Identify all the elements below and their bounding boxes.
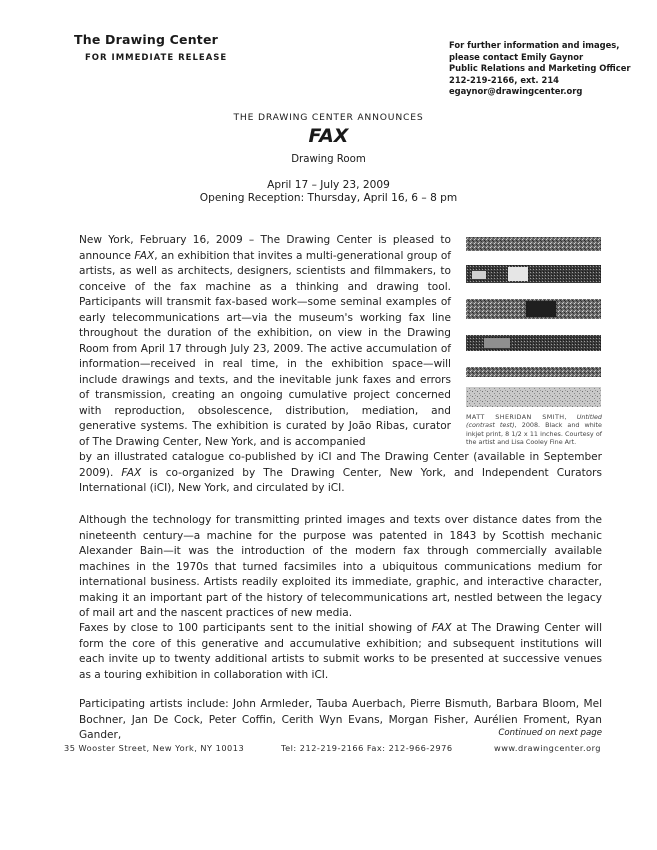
caption-title: Untitled (contrast test) bbox=[466, 413, 602, 430]
contact-line: For further information and images, bbox=[449, 40, 620, 50]
paragraph-artists: Participating artists include: John Armleder, Tauba Auerbach, Pierre Bismuth, Barbara Bloom, Mel Bochner, Jan De Cock, Peter Coffin, Cerith Wyn Evans, Morgan Fisher, Aurélien Froment, Ryan Gander, bbox=[79, 698, 602, 741]
announces-heading: THE DRAWING CENTER ANNOUNCES bbox=[233, 112, 424, 123]
caption-details: , 2008. Black and white inkjet print, 8 1/2 x 11 inches. Courtesy of the artist and Lisa Cooley Fine Art. bbox=[466, 421, 602, 446]
paragraph-intro-continued: by an illustrated catalogue co-published by iCI and The Drawing Center (available in September 2009). FAX is co-organized by The Drawing Center, New York, and Independent Curators International (iCI), New York, and circulated by iCI. bbox=[79, 451, 602, 494]
release-label: FOR IMMEDIATE RELEASE bbox=[85, 53, 228, 63]
venue: Drawing Room bbox=[291, 154, 366, 165]
dateline: New York, February 16, 2009 – bbox=[79, 234, 255, 246]
contact-info bbox=[449, 40, 631, 98]
paragraph-history: Although the technology for transmitting printed images and texts over distance dates from the nineteenth century—a machine for the purpose was patented in 1843 by Scottish mechanic Alexander Bain—it was the introduction of the modern fax through commercially available machines in the 1970s that turned facsimiles into a ubiquitous communications medium for international business. Artists readily exploited its immediate, graphic, and interactive character, making it an important part of the history of telecommunications art, nestled between the legacy of mail art and the nascent practices of new media. bbox=[79, 514, 602, 619]
paragraph-participants: Faxes by close to 100 participants sent to the initial showing of FAX at The Drawing Center will form the core of this generative and accumulative exhibition; and subsequent institutions will each invite up to twenty additional artists to submit works to be presented at successive venues as a touring exhibition in collaboration with iCI. bbox=[79, 622, 603, 681]
exhibition-title: FAX bbox=[308, 125, 349, 147]
footer-address: 35 Wooster Street, New York, NY 10013 bbox=[64, 743, 245, 753]
title-fax: FAX bbox=[121, 466, 142, 479]
org-name: The Drawing Center bbox=[74, 32, 219, 47]
caption-artist: MATT SHERIDAN SMITH bbox=[466, 413, 565, 421]
opening-reception: Opening Reception: Thursday, April 16, 6 – 8 pm bbox=[199, 192, 458, 204]
contact-email: egaynor@drawingcenter.org bbox=[449, 86, 583, 97]
title-fax: FAX bbox=[134, 249, 155, 262]
exhibition-dates: April 17 – July 23, 2009 bbox=[267, 179, 390, 191]
footer-phones: Tel: 212-219-2166 Fax: 212-966-2976 bbox=[281, 743, 453, 753]
paragraph-intro: New York, February 16, 2009 – The Drawing Center is pleased to announce FAX, an exhibition that invites a multi-generational group of artists, as well as architects, designers, scientists and filmmakers, to conceive of the fax machine as a thinking and drawing tool. Participants will transmit fax-based work—some seminal examples of early telecommunications art—via the museum's working fax line throughout the duration of the exhibition, on view in the Drawing Room from April 17 through July 23, 2009. The active accumulation of information—received in real time, in the exhibition space—will include drawings and texts, and the inevitable junk faxes and errors of transmission, creating an ongoing cumulative project concerned with reproduction, obsolescence, distribution, mediation, and generative systems. The exhibition is curated by João Ribas, curator of The Drawing Center, New York, and is accompanied bbox=[79, 234, 452, 448]
contact-phone: 212-219-2166, ext. 214 bbox=[449, 74, 559, 85]
footer-website: www.drawingcenter.org bbox=[494, 743, 601, 753]
image-caption: MATT SHERIDAN SMITH, Untitled (contrast test), 2008. Black and white inkjet print, 8 1/2 x 11 inches. Courtesy of the artist and Lisa Cooley Fine Art. bbox=[466, 413, 602, 446]
contact-line: please contact Emily Gaynor bbox=[449, 51, 584, 62]
continued-notice: Continued on next page bbox=[498, 728, 602, 738]
contact-line: Public Relations and Marketing Officer bbox=[449, 63, 631, 74]
title-fax: FAX bbox=[431, 622, 452, 634]
artwork-image bbox=[466, 235, 601, 410]
